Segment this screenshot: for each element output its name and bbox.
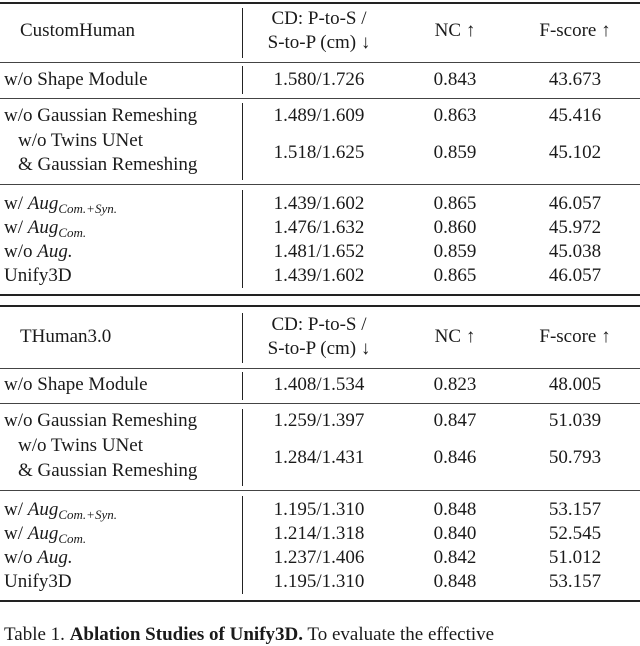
nc-value: 0.859 <box>433 241 477 262</box>
cd-value: 1.518/1.625 <box>273 142 365 163</box>
section-rule <box>0 305 640 307</box>
header-cd-line2: S-to-P (cm) ↓ <box>267 338 371 359</box>
header-cd-line2: S-to-P (cm) ↓ <box>267 32 371 53</box>
fscore-value: 45.416 <box>548 105 602 126</box>
cd-value: 1.439/1.602 <box>273 265 365 286</box>
row-label-line1: w/o Twins UNet <box>18 130 143 151</box>
row-label: w/o Shape Module <box>4 69 148 90</box>
cd-value: 1.408/1.534 <box>273 374 365 395</box>
dataset-name: THuman3.0 <box>20 326 112 347</box>
fscore-value: 53.157 <box>548 571 602 592</box>
cd-value: 1.476/1.632 <box>273 217 365 238</box>
row-label: w/o Aug. <box>4 547 73 568</box>
fscore-value: 53.157 <box>548 499 602 520</box>
row-rule <box>0 490 640 491</box>
row-rule <box>0 184 640 185</box>
cd-value: 1.481/1.652 <box>273 241 365 262</box>
row-label: Unify3D <box>4 265 72 286</box>
fscore-value: 46.057 <box>548 193 602 214</box>
nc-value: 0.865 <box>433 265 477 286</box>
fscore-value: 51.039 <box>548 410 602 431</box>
row-label: w/o Shape Module <box>4 374 148 395</box>
section-rule <box>0 294 640 296</box>
row-label: w/ Aug$_{Com.}$ <box>4 217 87 240</box>
cd-value: 1.580/1.726 <box>273 69 365 90</box>
top-rule <box>0 2 640 4</box>
row-label-line1: w/o Twins UNet <box>18 435 143 456</box>
nc-value: 0.848 <box>433 571 477 592</box>
fscore-value: 45.038 <box>548 241 602 262</box>
header-cd-line1: CD: P-to-S / <box>271 314 367 335</box>
header-cd-line1: CD: P-to-S / <box>271 8 367 29</box>
nc-value: 0.847 <box>433 410 477 431</box>
row-label: w/ Aug$_{Com.+Syn.}$ <box>4 193 117 216</box>
row-label: w/ Aug$_{Com.+Syn.}$ <box>4 499 117 522</box>
row-label: w/o Aug. <box>4 241 73 262</box>
cd-value: 1.195/1.310 <box>273 571 365 592</box>
nc-value: 0.843 <box>433 69 477 90</box>
cd-value: 1.195/1.310 <box>273 499 365 520</box>
cd-value: 1.284/1.431 <box>273 447 365 468</box>
row-label: w/ Aug$_{Com.}$ <box>4 523 87 546</box>
dataset-name: CustomHuman <box>20 20 136 41</box>
fscore-value: 43.673 <box>548 69 602 90</box>
fscore-value: 52.545 <box>548 523 602 544</box>
cd-value: 1.489/1.609 <box>273 105 365 126</box>
header-fscore: F-score ↑ <box>539 20 611 41</box>
bottom-rule <box>0 600 640 602</box>
fscore-value: 48.005 <box>548 374 602 395</box>
header-fscore: F-score ↑ <box>539 326 611 347</box>
row-label: Unify3D <box>4 571 72 592</box>
row-rule <box>0 403 640 404</box>
cd-value: 1.259/1.397 <box>273 410 365 431</box>
cd-value: 1.439/1.602 <box>273 193 365 214</box>
fscore-value: 46.057 <box>548 265 602 286</box>
nc-value: 0.859 <box>433 142 477 163</box>
header-rule <box>0 368 640 369</box>
caption-title: Ablation Studies of Unify3D. <box>69 624 304 645</box>
row-label: w/o Gaussian Remeshing <box>4 410 198 431</box>
nc-value: 0.860 <box>433 217 477 238</box>
nc-value: 0.863 <box>433 105 477 126</box>
nc-value: 0.865 <box>433 193 477 214</box>
header-nc: NC ↑ <box>434 20 476 41</box>
nc-value: 0.848 <box>433 499 477 520</box>
fscore-value: 50.793 <box>548 447 602 468</box>
fscore-value: 51.012 <box>548 547 602 568</box>
row-label-line2: & Gaussian Remeshing <box>18 154 198 175</box>
cd-value: 1.237/1.406 <box>273 547 365 568</box>
table-caption <box>4 624 494 646</box>
nc-value: 0.842 <box>433 547 477 568</box>
caption-text: To evaluate the effective <box>303 624 495 645</box>
header-rule <box>0 62 640 63</box>
row-rule <box>0 98 640 99</box>
caption-prefix: Table 1. <box>4 624 70 645</box>
nc-value: 0.846 <box>433 447 477 468</box>
nc-value: 0.840 <box>433 523 477 544</box>
nc-value: 0.823 <box>433 374 477 395</box>
header-nc: NC ↑ <box>434 326 476 347</box>
fscore-value: 45.972 <box>548 217 602 238</box>
row-label: w/o Gaussian Remeshing <box>4 105 198 126</box>
row-label-line2: & Gaussian Remeshing <box>18 460 198 481</box>
fscore-value: 45.102 <box>548 142 602 163</box>
cd-value: 1.214/1.318 <box>273 523 365 544</box>
